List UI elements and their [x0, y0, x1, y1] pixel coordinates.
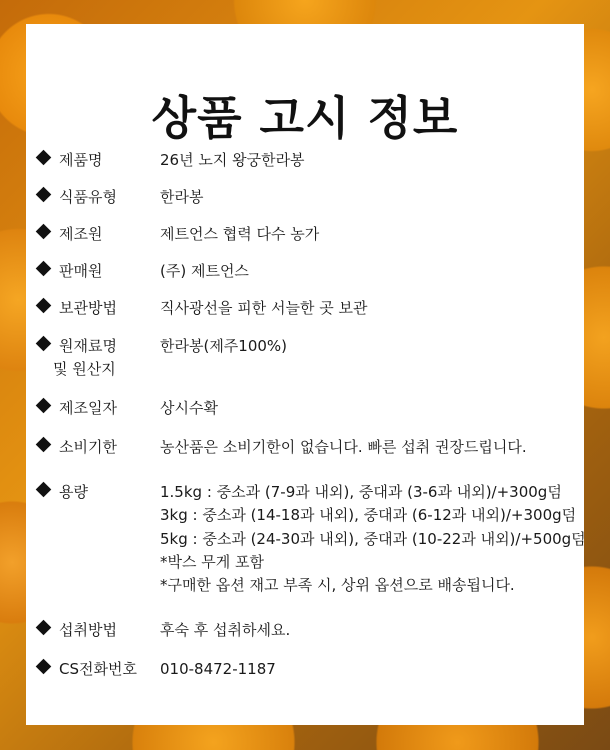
diamond-bullet-icon: [36, 187, 52, 203]
row-label-line2: 및 원산지: [53, 360, 116, 378]
row-value: 직사광선을 피한 서늘한 곳 보관: [160, 299, 368, 317]
diamond-bullet-icon: [36, 224, 52, 240]
capacity-note: *구매한 옵션 재고 부족 시, 상위 옵션으로 배송됩니다.: [160, 576, 515, 595]
row-value: 상시수확: [160, 399, 218, 417]
row-label: 제품명: [59, 151, 103, 169]
row-label: 식품유형: [59, 188, 117, 206]
capacity-line: 1.5kg : 중소과 (7-9과 내외), 중대과 (3-6과 내외)/+300g덤: [160, 483, 562, 501]
row-value: 농산품은 소비기한이 없습니다. 빠른 섭취 권장드립니다.: [160, 438, 527, 456]
row-label: 용량: [59, 483, 88, 501]
capacity-line: 5kg : 중소과 (24-30과 내외), 중대과 (10-22과 내외)/+500g덤: [160, 529, 586, 548]
row-label: 판매원: [59, 262, 103, 280]
diamond-bullet-icon: [36, 437, 52, 453]
diamond-bullet-icon: [36, 620, 52, 636]
row-value: 한라봉(제주100%): [160, 337, 288, 355]
diamond-bullet-icon: [36, 659, 52, 675]
row-label: 소비기한: [59, 438, 117, 456]
row-value: (주) 제트언스: [160, 262, 249, 280]
row-value-lines: [160, 481, 586, 597]
row-value: 제트언스 협력 다수 농가: [160, 225, 320, 243]
row-label: 제조일자: [59, 399, 117, 417]
row-value: 한라봉: [160, 188, 204, 206]
diamond-bullet-icon: [36, 482, 52, 498]
row-value: 후숙 후 섭취하세요.: [160, 621, 291, 639]
diamond-bullet-icon: [36, 150, 52, 166]
diamond-bullet-icon: [36, 398, 52, 414]
diamond-bullet-icon: [36, 336, 52, 352]
notice-card: [26, 24, 584, 725]
diamond-bullet-icon: [36, 261, 52, 277]
diamond-bullet-icon: [36, 298, 52, 314]
capacity-line: 3kg : 중소과 (14-18과 내외), 중대과 (6-12과 내외)/+300g덤: [160, 506, 577, 525]
capacity-note: *박스 무게 포함: [160, 552, 264, 571]
page-title: 상품 고시 정보: [151, 91, 459, 145]
row-label: CS전화번호: [59, 660, 137, 678]
row-value: 26년 노지 왕궁한라봉: [160, 151, 305, 169]
row-label: 보관방법: [59, 299, 117, 317]
row-value: 010-8472-1187: [160, 660, 276, 678]
row-label: 원재료명: [59, 337, 117, 355]
row-label: 제조원: [59, 225, 103, 243]
row-label: 섭취방법: [59, 621, 117, 639]
